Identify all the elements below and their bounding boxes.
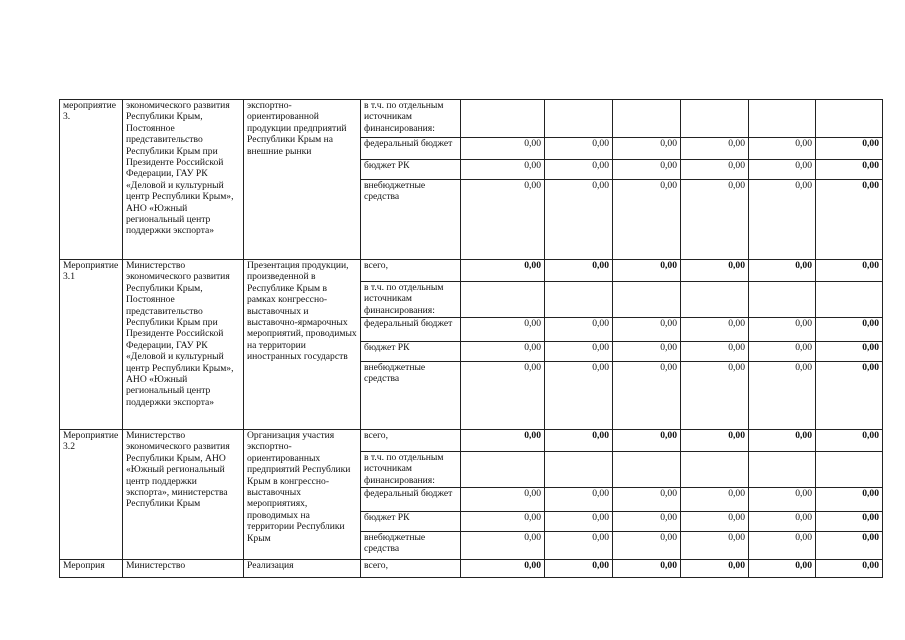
- funding-source-label: внебюджетные средства: [361, 180, 461, 260]
- amount-cell: 0,00: [545, 138, 613, 160]
- amount-cell: 0,00: [816, 560, 883, 578]
- funding-source-label: в т.ч. по отдельным источникам финансирования:: [361, 452, 461, 488]
- amount-cell: 0,00: [613, 362, 681, 430]
- amount-cell: 0,00: [816, 532, 883, 560]
- amount-cell: 0,00: [461, 488, 545, 512]
- funding-source-label: бюджет РК: [361, 160, 461, 180]
- amount-cell: 0,00: [681, 318, 749, 342]
- table-row: [60, 560, 883, 578]
- amount-cell: [749, 282, 816, 318]
- amount-cell: 0,00: [461, 138, 545, 160]
- table-row: [60, 430, 883, 452]
- amount-cell: 0,00: [461, 560, 545, 578]
- amount-cell: 0,00: [816, 260, 883, 282]
- amount-cell: 0,00: [749, 180, 816, 260]
- amount-cell: [461, 452, 545, 488]
- amount-cell: [749, 100, 816, 138]
- amount-cell: 0,00: [816, 362, 883, 430]
- event-number-cell: мероприятие 3.: [60, 100, 123, 260]
- amount-cell: 0,00: [461, 430, 545, 452]
- funding-source-label: в т.ч. по отдельным источникам финансирования:: [361, 100, 461, 138]
- amount-cell: [545, 452, 613, 488]
- amount-cell: [816, 452, 883, 488]
- executor-cell: Министерство экономического развития Республики Крым, АНО «Южный региональный центр поддержки экспорта», министерства Республики Крым: [123, 430, 244, 560]
- amount-cell: [681, 452, 749, 488]
- amount-cell: 0,00: [461, 260, 545, 282]
- amount-cell: [461, 282, 545, 318]
- amount-cell: 0,00: [681, 260, 749, 282]
- executor-cell: Министерство: [123, 560, 244, 578]
- amount-cell: 0,00: [545, 180, 613, 260]
- table-row: [60, 260, 883, 282]
- amount-cell: 0,00: [613, 342, 681, 362]
- amount-cell: 0,00: [816, 180, 883, 260]
- budget-table-body: [60, 100, 883, 578]
- amount-cell: [613, 452, 681, 488]
- event-number-cell: Мероприятие 3.2: [60, 430, 123, 560]
- amount-cell: [681, 282, 749, 318]
- event-description-cell: Презентация продукции, произведенной в Республике Крым в рамках конгрессно-выставочных и выставочно-ярмарочных мероприятий, проводимых на территории иностранных государств: [244, 260, 361, 430]
- amount-cell: 0,00: [816, 342, 883, 362]
- amount-cell: 0,00: [749, 560, 816, 578]
- amount-cell: 0,00: [545, 512, 613, 532]
- amount-cell: 0,00: [749, 260, 816, 282]
- amount-cell: 0,00: [545, 362, 613, 430]
- amount-cell: 0,00: [461, 342, 545, 362]
- amount-cell: 0,00: [749, 342, 816, 362]
- amount-cell: 0,00: [749, 488, 816, 512]
- amount-cell: [613, 100, 681, 138]
- amount-cell: [749, 452, 816, 488]
- amount-cell: 0,00: [613, 260, 681, 282]
- event-description-cell: Реализация: [244, 560, 361, 578]
- amount-cell: 0,00: [613, 318, 681, 342]
- amount-cell: 0,00: [613, 512, 681, 532]
- amount-cell: 0,00: [749, 318, 816, 342]
- amount-cell: 0,00: [816, 512, 883, 532]
- funding-source-label: федеральный бюджет: [361, 318, 461, 342]
- funding-source-label: в т.ч. по отдельным источникам финансирования:: [361, 282, 461, 318]
- amount-cell: 0,00: [461, 160, 545, 180]
- amount-cell: 0,00: [613, 488, 681, 512]
- amount-cell: 0,00: [681, 512, 749, 532]
- amount-cell: 0,00: [749, 160, 816, 180]
- funding-source-label: внебюджетные средства: [361, 532, 461, 560]
- amount-cell: 0,00: [681, 362, 749, 430]
- amount-cell: 0,00: [613, 138, 681, 160]
- event-description-cell: экспортно-ориентированной продукции предприятий Республики Крым на внешние рынки: [244, 100, 361, 260]
- amount-cell: 0,00: [816, 138, 883, 160]
- funding-source-label: внебюджетные средства: [361, 362, 461, 430]
- amount-cell: 0,00: [749, 362, 816, 430]
- amount-cell: [613, 282, 681, 318]
- budget-table: [59, 99, 883, 578]
- amount-cell: 0,00: [545, 160, 613, 180]
- amount-cell: 0,00: [749, 430, 816, 452]
- amount-cell: 0,00: [613, 160, 681, 180]
- funding-source-label: федеральный бюджет: [361, 488, 461, 512]
- amount-cell: 0,00: [613, 532, 681, 560]
- amount-cell: 0,00: [613, 430, 681, 452]
- amount-cell: 0,00: [461, 318, 545, 342]
- amount-cell: 0,00: [681, 430, 749, 452]
- amount-cell: 0,00: [681, 138, 749, 160]
- amount-cell: 0,00: [816, 318, 883, 342]
- executor-cell: экономического развития Республики Крым, Постоянное представительство Республики Крым при Президенте Российской Федерации, ГАУ РК «Деловой и культурный центр Республики Крым», АНО «Южный региональный центр поддержки экспорта»: [123, 100, 244, 260]
- amount-cell: [545, 100, 613, 138]
- amount-cell: [816, 282, 883, 318]
- amount-cell: [681, 100, 749, 138]
- amount-cell: 0,00: [613, 180, 681, 260]
- event-description-cell: Организация участия экспортно-ориентированных предприятий Республики Крым в конгрессно-выставочных мероприятиях, проводимых на территории Республики Крым: [244, 430, 361, 560]
- amount-cell: [461, 100, 545, 138]
- amount-cell: 0,00: [461, 512, 545, 532]
- amount-cell: 0,00: [816, 160, 883, 180]
- event-number-cell: Мероприятие 3.1: [60, 260, 123, 430]
- amount-cell: 0,00: [749, 512, 816, 532]
- amount-cell: 0,00: [545, 560, 613, 578]
- funding-source-label: бюджет РК: [361, 512, 461, 532]
- amount-cell: 0,00: [681, 160, 749, 180]
- amount-cell: 0,00: [461, 180, 545, 260]
- funding-source-label: федеральный бюджет: [361, 138, 461, 160]
- amount-cell: 0,00: [681, 488, 749, 512]
- funding-source-label: всего,: [361, 430, 461, 452]
- amount-cell: 0,00: [749, 138, 816, 160]
- amount-cell: 0,00: [545, 532, 613, 560]
- amount-cell: [816, 100, 883, 138]
- amount-cell: [545, 282, 613, 318]
- table-row: [60, 100, 883, 138]
- amount-cell: 0,00: [461, 362, 545, 430]
- amount-cell: 0,00: [681, 560, 749, 578]
- funding-source-label: всего,: [361, 560, 461, 578]
- event-number-cell: Мероприя: [60, 560, 123, 578]
- amount-cell: 0,00: [681, 532, 749, 560]
- amount-cell: 0,00: [681, 342, 749, 362]
- executor-cell: Министерство экономического развития Республики Крым, Постоянное представительство Республики Крым при Президенте Российской Федерации, ГАУ РК «Деловой и культурный центр Республики Крым», АНО «Южный региональный центр поддержки экспорта»: [123, 260, 244, 430]
- amount-cell: 0,00: [545, 342, 613, 362]
- amount-cell: 0,00: [545, 430, 613, 452]
- amount-cell: 0,00: [545, 318, 613, 342]
- amount-cell: 0,00: [816, 430, 883, 452]
- amount-cell: 0,00: [461, 532, 545, 560]
- amount-cell: 0,00: [545, 488, 613, 512]
- amount-cell: 0,00: [749, 532, 816, 560]
- amount-cell: 0,00: [816, 488, 883, 512]
- funding-source-label: бюджет РК: [361, 342, 461, 362]
- funding-source-label: всего,: [361, 260, 461, 282]
- amount-cell: 0,00: [545, 260, 613, 282]
- amount-cell: 0,00: [681, 180, 749, 260]
- amount-cell: 0,00: [613, 560, 681, 578]
